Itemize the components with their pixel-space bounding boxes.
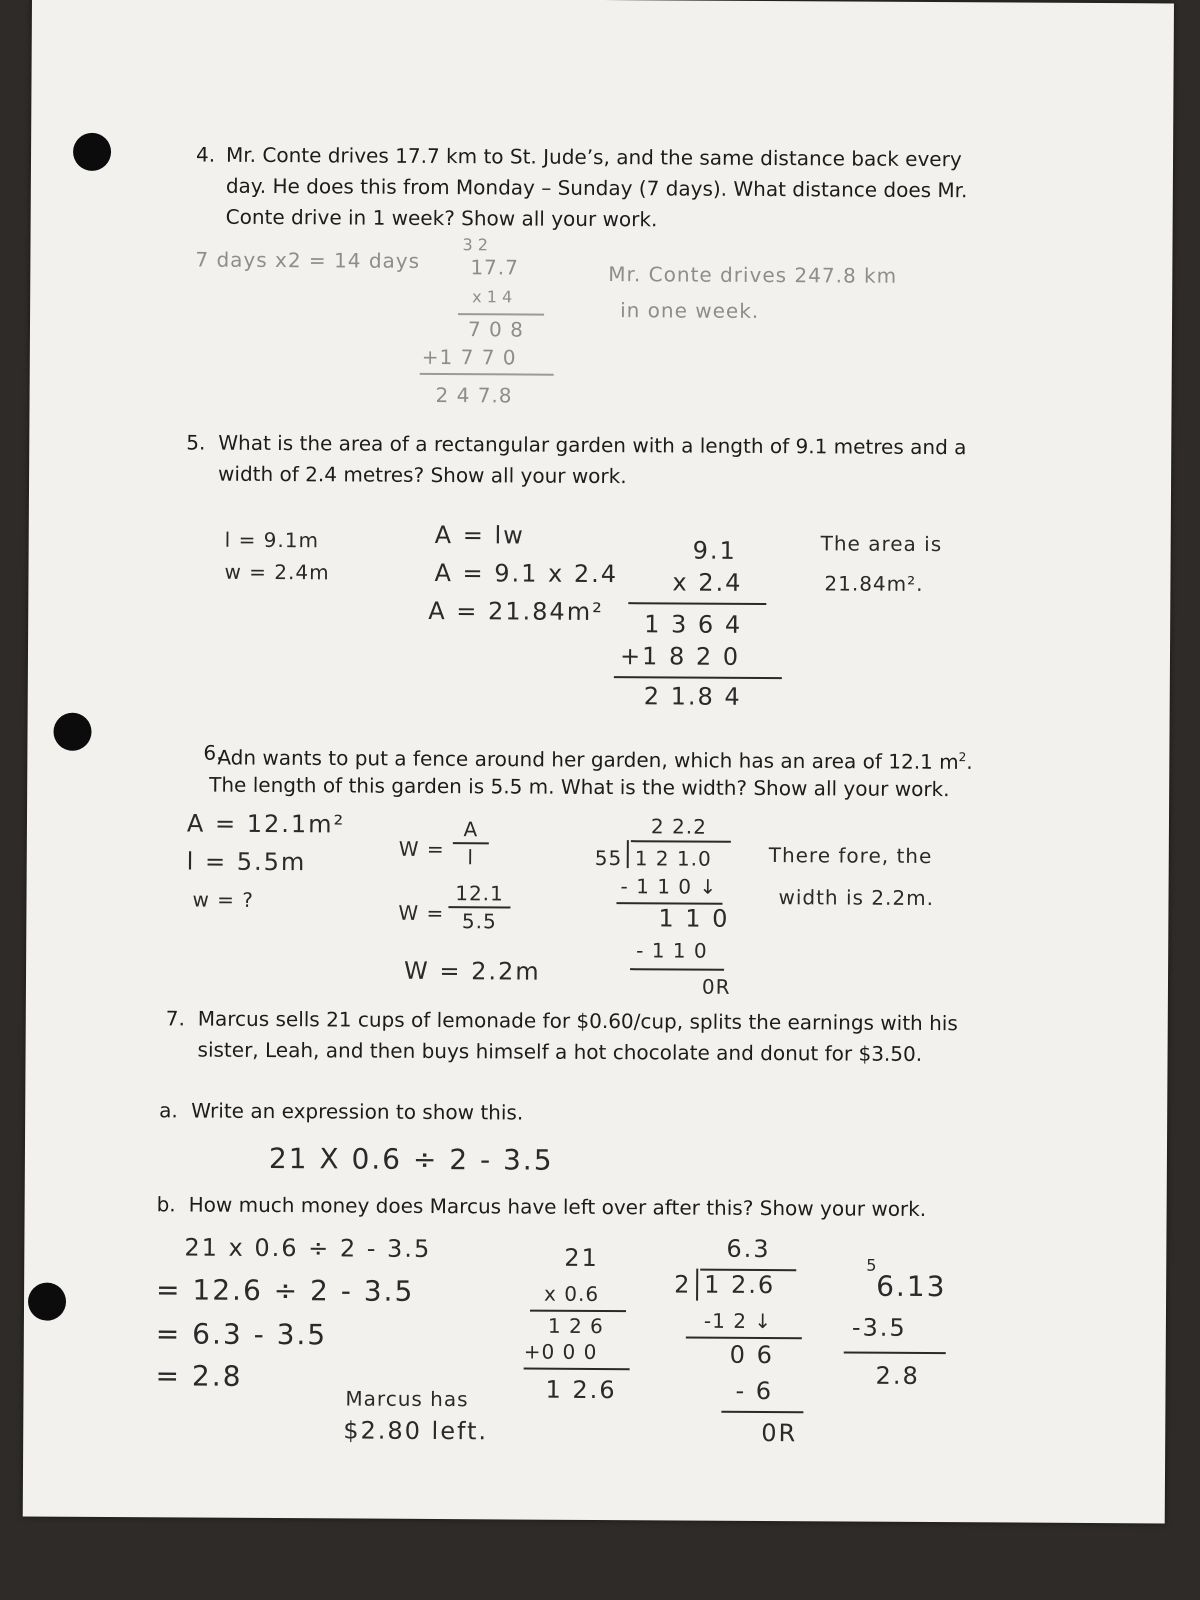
division-bracket (627, 840, 629, 868)
div-dividend: 1 2.6 (704, 1270, 776, 1300)
question-text-line: day. He does this from Monday – Sunday (7 days). What distance does Mr. (225, 173, 968, 203)
question-7-text (197, 1004, 957, 1071)
mult-factor-two: x 0.6 (544, 1281, 600, 1307)
factor-one: 9.1 (692, 536, 737, 565)
factor-one: 17.7 (470, 255, 519, 280)
numerator: A (463, 817, 479, 842)
question-4 (32, 0, 1174, 408)
worksheet-page (23, 0, 1174, 1523)
subtraction-one: - 1 1 0 ↓ (620, 874, 718, 899)
carry-digits: 3 2 (462, 235, 489, 255)
subtraction-rule (686, 1337, 802, 1340)
question-6-number: 6. (203, 740, 223, 765)
div-remainder-one: 0 6 (729, 1340, 774, 1370)
final-product: 2 4 7.8 (435, 382, 513, 408)
remainder-one: 1 1 0 (658, 904, 730, 933)
width-result: W = 2.2m (403, 956, 541, 986)
partial-product-one: 1 3 6 4 (644, 610, 743, 639)
question-4-number: 4. (195, 142, 216, 167)
borrow-digit: 5 (866, 1255, 877, 1275)
factor-two: x 1 4 (472, 287, 513, 307)
part-a-label: a. (159, 1098, 178, 1123)
area-formula: A = lw (434, 520, 525, 550)
partial-product-one: 7 0 8 (467, 317, 524, 342)
div-quotient: 6.3 (726, 1234, 771, 1264)
question-text: . (966, 749, 973, 774)
denominator: 5.5 (461, 909, 497, 934)
question-text-line: Mr. Conte drives 17.7 km to St. Jude’s, and the same distance back every (225, 142, 962, 172)
given-width: w = 2.4m (224, 559, 330, 585)
question-text-line: What is the area of a rectangular garden with a length of 9.1 metres and a (218, 430, 967, 460)
binder-hole-bottom (28, 1283, 66, 1321)
question-text-line: width of 2.4 metres? Show all your work. (218, 461, 627, 489)
sub-top: 6.13 (876, 1269, 947, 1304)
fraction-values (448, 881, 510, 933)
answer-line: Marcus has (345, 1386, 469, 1412)
subtraction-rule (630, 968, 724, 971)
given-length: l = 5.5m (186, 847, 307, 877)
sum-rule (420, 373, 554, 376)
question-4-text (226, 140, 968, 238)
multiplication-rule (530, 1310, 626, 1313)
question-7-number: 7. (165, 1006, 185, 1031)
factor-two: x 2.4 (672, 568, 743, 597)
division-bracket (696, 1269, 698, 1301)
quotient: 2 2.2 (650, 814, 707, 839)
answer-line: in one week. (620, 298, 760, 323)
mult-partial-two: +0 0 0 (523, 1339, 598, 1364)
div-final-remainder: 0R (761, 1418, 798, 1448)
divisor: 55 (594, 845, 623, 871)
question-text-line: sister, Leah, and then buys himself a hot chocolate and donut for $3.50. (197, 1037, 923, 1066)
area-substitution: A = 9.1 x 2.4 (434, 558, 619, 589)
binder-hole-middle (53, 713, 91, 751)
question-text: Adn wants to put a fence around her garden, which has an area of 12.1 m (217, 745, 959, 774)
denominator: l (467, 845, 475, 870)
width-label: W = (398, 836, 445, 862)
days-calculation: 7 days x2 = 14 days (195, 247, 421, 273)
mult-partial-one: 1 2 6 (547, 1313, 604, 1339)
sum-rule (614, 676, 782, 679)
binder-hole-top (73, 133, 111, 171)
subtraction-rule (844, 1351, 946, 1354)
multiplication-rule (628, 602, 766, 605)
div-subtraction-two: - 6 (735, 1376, 774, 1406)
area-result: A = 21.84m² (428, 596, 604, 627)
question-6-line-2: The length of this garden is 5.5 m. What is the width? Show all your work. (209, 772, 950, 802)
given-length: l = 9.1m (224, 527, 320, 553)
multiplication-rule (458, 313, 544, 316)
answer-line: There fore, the (768, 843, 933, 869)
step-line: = 6.3 - 3.5 (155, 1317, 328, 1352)
mult-factor-one: 21 (564, 1243, 599, 1272)
question-text-line: Marcus sells 21 cups of lemonade for $0.60/cup, splits the earnings with his (197, 1006, 958, 1036)
answer-line: width is 2.2m. (778, 885, 935, 911)
part-a-expression: 21 X 0.6 ÷ 2 - 3.5 (268, 1141, 554, 1177)
part-a-text: Write an expression to show this. (191, 1098, 524, 1125)
part-b-label: b. (156, 1192, 176, 1217)
div-divisor: 2 (674, 1270, 692, 1299)
dividend: 1 2 1.0 (634, 846, 712, 871)
partial-product-two: +1 8 2 0 (619, 642, 741, 671)
div-subtraction-one: -1 2 ↓ (703, 1308, 773, 1334)
given-width-unknown: w = ? (192, 887, 255, 912)
superscript: 2 (958, 750, 967, 765)
question-5-number: 5. (186, 430, 206, 455)
step-line: = 12.6 ÷ 2 - 3.5 (156, 1273, 415, 1308)
subtraction-two: - 1 1 0 (636, 938, 708, 963)
question-text-line: Conte drive in 1 week? Show all your work. (225, 204, 658, 232)
answer-line: 21.84m². (824, 571, 924, 596)
answer-line: The area is (820, 531, 943, 557)
width-label: W = (398, 900, 445, 926)
numerator: 12.1 (455, 881, 504, 906)
sub-bottom: -3.5 (851, 1313, 907, 1342)
subtraction-rule (721, 1411, 803, 1414)
step-line: = 2.8 (155, 1359, 243, 1393)
fraction-a-over-l (453, 817, 489, 869)
final-remainder: 0R (701, 974, 731, 999)
final-product: 2 1.8 4 (643, 682, 742, 711)
answer-line: Mr. Conte drives 247.8 km (608, 262, 898, 288)
answer-line: $2.80 left. (343, 1416, 489, 1446)
sub-result: 2.8 (875, 1361, 920, 1390)
division-bar (631, 840, 731, 843)
mult-product: 1 2.6 (545, 1375, 617, 1405)
partial-product-two: +1 7 7 0 (421, 344, 517, 370)
question-5-text (218, 428, 967, 495)
step-line: 21 x 0.6 ÷ 2 - 3.5 (184, 1233, 432, 1263)
part-b-text: How much money does Marcus have left over after this? Show your work. (188, 1192, 927, 1221)
given-area: A = 12.1m² (186, 809, 346, 839)
sum-rule (524, 1368, 630, 1371)
